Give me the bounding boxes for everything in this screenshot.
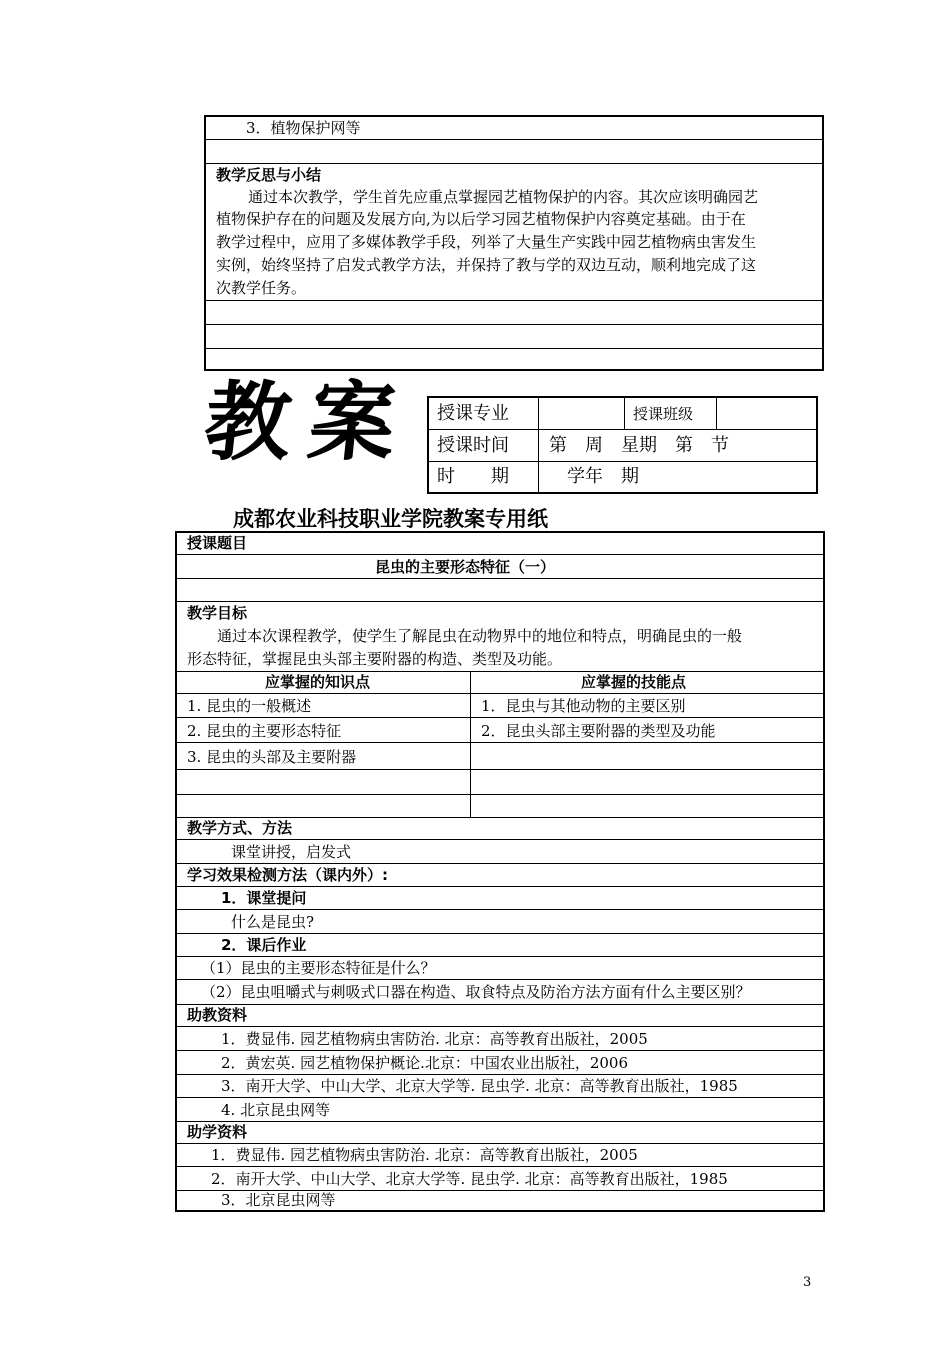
reflection-line: 植物保护存在的问题及发展方向,为以后学习园艺植物保护内容奠定基础。由于在 bbox=[216, 210, 746, 228]
period-label: 时 期 bbox=[437, 466, 509, 487]
table-row bbox=[206, 140, 822, 164]
page-number: 3 bbox=[803, 1275, 812, 1290]
table-row bbox=[206, 117, 822, 140]
assessment-question: （1）昆虫的主要形态特征是什么？ bbox=[201, 959, 436, 977]
table-row bbox=[177, 770, 823, 795]
document-subtitle: 成都农业科技职业学院教案专用纸 bbox=[233, 507, 548, 531]
reflection-line: 实例，始终坚持了启发式教学方法，并保持了教与学的双边互动，顺利地完成了这 bbox=[216, 256, 757, 274]
goal-block bbox=[177, 602, 823, 672]
topic-title: 昆虫的主要形态特征（一） bbox=[375, 558, 556, 576]
method-heading: 教学方式、方法 bbox=[187, 819, 293, 837]
knowledge-item: 3. 昆虫的头部及主要附器 bbox=[187, 748, 357, 766]
table-row bbox=[177, 1005, 823, 1027]
lesson-plan-title: 教案 bbox=[199, 372, 419, 473]
table-row bbox=[177, 910, 823, 934]
table-row bbox=[177, 579, 823, 602]
teach-ref-item: 2．黄宏英. 园艺植物保护概论.北京：中国农业出版社，2006 bbox=[221, 1054, 629, 1072]
skill-item: 2．昆虫头部主要附器的类型及功能 bbox=[481, 722, 716, 740]
major-value-cell bbox=[539, 398, 625, 429]
teach-ref-item: 3．南开大学、中山大学、北京大学等. 昆虫学. 北京：高等教育出版社，1985 bbox=[221, 1077, 738, 1095]
reflection-heading: 教学反思与小结 bbox=[216, 166, 322, 184]
table-header-row bbox=[177, 672, 823, 694]
table-row bbox=[177, 980, 823, 1005]
table-row bbox=[177, 934, 823, 957]
lesson-plan-table bbox=[175, 531, 825, 1212]
reflection-line: 教学过程中，应用了多媒体教学手段，列举了大量生产实践中园艺植物病虫害发生 bbox=[216, 233, 757, 251]
table-row bbox=[177, 1098, 823, 1122]
table-row bbox=[177, 840, 823, 864]
table-row bbox=[206, 325, 822, 349]
skill-item: 1．昆虫与其他动物的主要区别 bbox=[481, 697, 686, 715]
knowledge-item: 2. 昆虫的主要形态特征 bbox=[187, 722, 342, 740]
table-row bbox=[177, 1075, 823, 1098]
assessment-item: 1．课堂提问 bbox=[221, 889, 307, 907]
assessment-question: 什么是昆虫? bbox=[231, 913, 315, 931]
table-row bbox=[177, 1191, 823, 1210]
table-row bbox=[177, 818, 823, 840]
goal-line: 通过本次课程教学，使学生了解昆虫在动物界中的地位和特点，明确昆虫的一般 bbox=[217, 627, 743, 645]
table-row bbox=[177, 957, 823, 980]
table-row bbox=[429, 430, 816, 462]
reflection-line: 次教学任务。 bbox=[216, 279, 307, 297]
table-row bbox=[177, 887, 823, 910]
table-cell bbox=[429, 462, 539, 492]
assessment-item: 2．课后作业 bbox=[221, 936, 307, 954]
class-label: 授课班级 bbox=[633, 405, 694, 423]
table-cell bbox=[625, 398, 717, 429]
learn-ref-item: 3．北京昆虫网等 bbox=[221, 1191, 336, 1209]
table-row bbox=[177, 795, 823, 818]
goal-line: 形态特征，掌握昆虫头部主要附器的构造、类型及功能。 bbox=[187, 650, 563, 668]
reflection-line: 通过本次教学，学生首先应重点掌握园艺植物保护的内容。其次应该明确园艺 bbox=[248, 188, 759, 206]
reflection-table bbox=[204, 115, 824, 371]
table-row bbox=[429, 398, 816, 430]
table-row bbox=[177, 718, 823, 743]
time-label: 授课时间 bbox=[437, 435, 509, 456]
table-row bbox=[206, 301, 822, 325]
reflection-block bbox=[206, 164, 822, 301]
teach-ref-item: 4. 北京昆虫网等 bbox=[221, 1101, 331, 1119]
table-row bbox=[177, 694, 823, 718]
assessment-question: （2）昆虫咀嚼式与刺吸式口器在构造、取食特点及防治方法方面有什么主要区别？ bbox=[201, 983, 751, 1001]
teach-ref-heading: 助教资料 bbox=[187, 1006, 248, 1024]
topic-heading: 授课题目 bbox=[187, 534, 248, 552]
major-label: 授课专业 bbox=[437, 403, 509, 424]
table-row bbox=[177, 1051, 823, 1075]
table-row bbox=[177, 1122, 823, 1144]
course-info-table bbox=[427, 396, 818, 494]
table-row bbox=[177, 1144, 823, 1167]
table-row bbox=[177, 1027, 823, 1051]
table-cell bbox=[429, 430, 539, 461]
learn-ref-item: 1．费显伟. 园艺植物病虫害防治. 北京：高等教育出版社，2005 bbox=[211, 1146, 638, 1164]
table-row bbox=[177, 1167, 823, 1191]
learn-ref-item: 2．南开大学、中山大学、北京大学等. 昆虫学. 北京：高等教育出版社，1985 bbox=[211, 1170, 728, 1188]
table-row bbox=[177, 864, 823, 887]
table-row bbox=[177, 743, 823, 770]
teach-ref-item: 1．费显伟. 园艺植物病虫害防治. 北京：高等教育出版社，2005 bbox=[221, 1030, 648, 1048]
knowledge-item: 1. 昆虫的一般概述 bbox=[187, 697, 312, 715]
goal-heading: 教学目标 bbox=[187, 604, 248, 622]
assessment-heading: 学习效果检测方法（课内外）: bbox=[187, 866, 388, 884]
method-text: 课堂讲授，启发式 bbox=[231, 843, 352, 861]
knowledge-heading: 应掌握的知识点 bbox=[265, 673, 371, 691]
table-cell bbox=[429, 398, 539, 429]
period-value: 学年 期 bbox=[567, 466, 639, 487]
table-row bbox=[177, 533, 823, 555]
table-row bbox=[429, 462, 816, 492]
table-row bbox=[177, 555, 823, 579]
skill-heading: 应掌握的技能点 bbox=[581, 673, 687, 691]
resource-item-3: 3．植物保护网等 bbox=[246, 119, 361, 137]
time-value: 第 周 星期 第 节 bbox=[549, 435, 729, 456]
class-value-cell bbox=[717, 398, 816, 429]
learn-ref-heading: 助学资料 bbox=[187, 1123, 248, 1141]
